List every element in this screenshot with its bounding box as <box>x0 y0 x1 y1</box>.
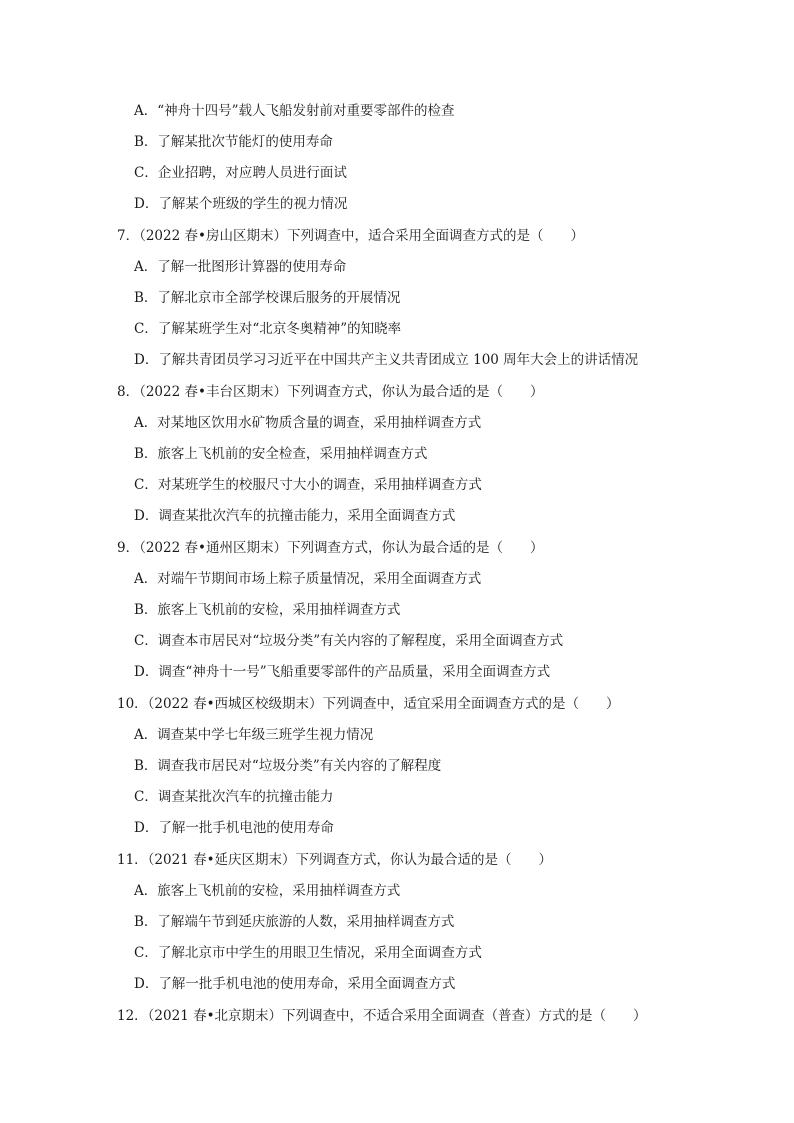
q10-option-a: A．调查某中学七年级三班学生视力情况 <box>134 727 374 743</box>
q9-option-b: B．旅客上飞机前的安检，采用抽样调查方式 <box>134 602 401 618</box>
q10-option-c: C．调查某批次汽车的抗撞击能力 <box>134 789 334 805</box>
q6-option-d: D．了解某个班级的学生的视力情况 <box>134 196 348 212</box>
q7-option-d: D．了解共青团员学习习近平在中国共产主义共青团成立 100 周年大会上的讲话情况 <box>134 352 639 368</box>
question-7: 7．（2022 春•房山区期末）下列调查中，适合采用全面调查方式的是（ ） <box>117 228 584 244</box>
q9-option-d: D．调查“神舟十一号”飞船重要零部件的产品质量，采用全面调查方式 <box>134 664 551 680</box>
q11-option-d: D．了解一批手机电池的使用寿命，采用全面调查方式 <box>134 976 456 992</box>
q6-option-a: A．“神舟十四号”载人飞船发射前对重要零部件的检查 <box>134 103 455 119</box>
q11-option-b: B．了解端午节到延庆旅游的人数，采用抽样调查方式 <box>134 914 455 930</box>
q8-option-a: A．对某地区饮用水矿物质含量的调查，采用抽样调查方式 <box>134 415 482 431</box>
q10-option-d: D．了解一批手机电池的使用寿命 <box>134 820 334 836</box>
q7-option-a: A．了解一批图形计算器的使用寿命 <box>134 259 347 275</box>
q11-option-a: A．旅客上飞机前的安检，采用抽样调查方式 <box>134 883 401 899</box>
q9-option-a: A．对端午节期间市场上粽子质量情况，采用全面调查方式 <box>134 571 482 587</box>
q7-option-c: C．了解某班学生对“北京冬奥精神”的知晓率 <box>134 321 402 337</box>
question-11: 11．（2021 春•延庆区期末）下列调查方式，你认为最合适的是（ ） <box>117 852 553 868</box>
q8-option-b: B．旅客上飞机前的安全检查，采用抽样调查方式 <box>134 446 428 462</box>
question-8: 8．（2022 春•丰台区期末）下列调查方式，你认为最合适的是（ ） <box>117 384 544 400</box>
q8-option-c: C．对某班学生的校服尺寸大小的调查，采用抽样调查方式 <box>134 477 482 493</box>
q7-option-b: B．了解北京市全部学校课后服务的开展情况 <box>134 290 401 306</box>
q10-option-b: B．调查我市居民对“垃圾分类”有关内容的了解程度 <box>134 758 442 774</box>
question-9: 9．（2022 春•通州区期末）下列调查方式，你认为最合适的是（ ） <box>117 540 544 556</box>
q6-option-c: C．企业招聘，对应聘人员进行面试 <box>134 165 347 181</box>
q8-option-d: D．调查某批次汽车的抗撞击能力，采用全面调查方式 <box>134 508 456 524</box>
question-12: 12．（2021 春•北京期末）下列调查中，不适合采用全面调查（普查）方式的是（ ） <box>117 1008 647 1024</box>
q6-option-b: B．了解某批次节能灯的使用寿命 <box>134 134 333 150</box>
q11-option-c: C．了解北京市中学生的用眼卫生情况，采用全面调查方式 <box>134 945 482 961</box>
question-10: 10．（2022 春•西城区校级期末）下列调查中，适宜采用全面调查方式的是（ ） <box>117 696 620 712</box>
q9-option-c: C．调查本市居民对“垃圾分类”有关内容的了解程度，采用全面调查方式 <box>134 633 564 649</box>
